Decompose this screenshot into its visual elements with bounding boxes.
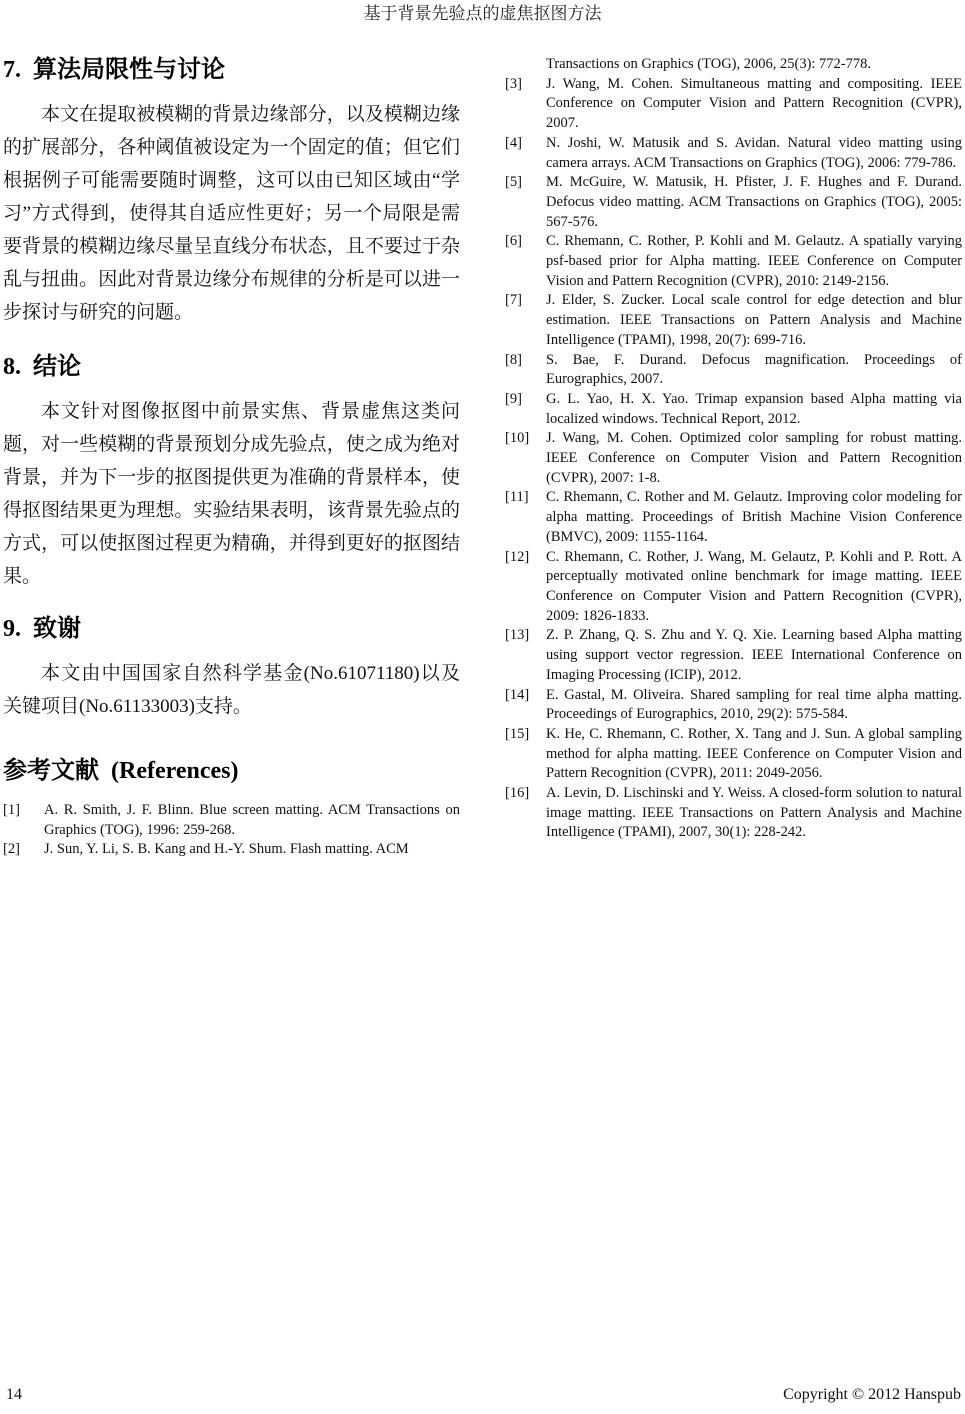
reference-number: [10]: [505, 430, 530, 447]
reference-item-8: [505, 351, 962, 390]
reference-text: A. R. Smith, J. F. Blinn. Blue screen matting. ACM Transactions on Graphics (TOG), 1996: 259-268.: [44, 802, 460, 838]
reference-number: [2]: [3, 841, 20, 858]
reference-number: [5]: [505, 174, 522, 191]
reference-item-3: [505, 75, 962, 134]
reference-text: J. Elder, S. Zucker. Local scale control for edge detection and blur estimation. IEEE Transactions on Pattern Analysis and Machine Intelligence (TPAMI), 1998, 20(7): 699-716.: [546, 292, 962, 348]
reference-number: [15]: [505, 725, 530, 742]
reference-number: [6]: [505, 233, 522, 250]
page-number: 14: [6, 1386, 22, 1403]
references-list-right: [505, 75, 962, 843]
reference-item-5: [505, 173, 962, 232]
reference-item-4: [505, 134, 962, 173]
right-column: [505, 55, 962, 860]
reference-item-14: [505, 686, 962, 725]
reference-text: J. Wang, M. Cohen. Optimized color sampling for robust matting. IEEE Conference on Computer Vision and Pattern Recognition (CVPR), 2007: 1-8.: [546, 430, 962, 486]
reference-text: C. Rhemann, C. Rother, P. Kohli and M. Gelautz. A spatially varying psf-based prior for Alpha matting. IEEE Conference on Computer Vision and Pattern Recognition (CVPR), 2010: 2149-2156.: [546, 233, 962, 289]
reference-item-16: [505, 784, 962, 843]
reference-item-13: [505, 626, 962, 685]
reference-text: J. Sun, Y. Li, S. B. Kang and H.-Y. Shum. Flash matting. ACM: [44, 841, 409, 858]
two-column-layout: [3, 55, 962, 860]
reference-text: G. L. Yao, H. X. Yao. Trimap expansion based Alpha matting via localized windows. Technical Report, 2012.: [546, 390, 962, 427]
reference-item-9: [505, 390, 962, 429]
reference-number: [7]: [505, 292, 522, 309]
reference-text: Z. P. Zhang, Q. S. Zhu and Y. Q. Xie. Learning based Alpha matting using support vector regression. IEEE International Conference on Imaging Processing (ICIP), 2012.: [546, 627, 962, 683]
reference-text: A. Levin, D. Lischinski and Y. Weiss. A closed-form solution to natural image matting. IEEE Transactions on Pattern Analysis and Machine Intelligence (TPAMI), 2007, 30(1): 228-242.: [546, 785, 962, 841]
reference-text: C. Rhemann, C. Rother, J. Wang, M. Gelautz, P. Kohli and P. Rott. A perceptually motivated online benchmark for image matting. IEEE Conference on Computer Vision and Pattern Recognition (CVPR), 2009: 1826-1833.: [546, 548, 962, 624]
left-column: [3, 55, 460, 860]
reference-number: [14]: [505, 686, 530, 703]
section-heading-9: 9. 致谢: [3, 616, 81, 642]
reference-2-continuation: Transactions on Graphics (TOG), 2006, 25(3): 772-778.: [546, 56, 872, 72]
reference-text: N. Joshi, W. Matusik and S. Avidan. Natural video matting using camera arrays. ACM Transactions on Graphics (TOG), 2006: 779-786.: [546, 134, 962, 171]
reference-item-10: [505, 429, 962, 488]
reference-text: M. McGuire, W. Matusik, H. Pfister, J. F. Hughes and F. Durand. Defocus video matting. ACM Transactions on Graphics (TOG), 2005: 567-576.: [546, 174, 962, 230]
reference-number: [12]: [505, 548, 530, 565]
reference-number: [8]: [505, 351, 522, 368]
reference-item-7: [505, 291, 962, 350]
section-heading-7: 7. 算法局限性与讨论: [3, 57, 225, 83]
reference-text: E. Gastal, M. Oliveira. Shared sampling for real time alpha matting. Proceedings of Eurographics, 2010, 29(2): 575-584.: [546, 686, 962, 723]
reference-number: [13]: [505, 627, 530, 644]
section-7-paragraph: 本文在提取被模糊的背景边缘部分，以及模糊边缘的扩展部分，各种阈值被设定为一个固定的值；但它们根据例子可能需要随时调整，这可以由已知区域由“学习”方式得到，使得其自适应性更好；另一个局限是需要背景的模糊边缘尽量呈直线分布状态，且不要过于杂乱与扭曲。因此对背景边缘分布规律的分析是可以进一步探讨与研究的问题。: [3, 104, 460, 323]
running-header-title: 基于背景先验点的虚焦抠图方法: [363, 4, 602, 23]
section-heading-8: 8. 结论: [3, 354, 81, 380]
reference-item-11: [505, 488, 962, 547]
reference-number: [1]: [3, 802, 20, 818]
reference-item-12: [505, 548, 962, 627]
reference-text: K. He, C. Rhemann, C. Rother, X. Tang and J. Sun. A global sampling method for alpha matting. IEEE Conference on Computer Vision and Pattern Recognition (CVPR), 2011: 2049-2056.: [546, 725, 962, 782]
reference-number: [16]: [505, 785, 530, 802]
reference-number: [11]: [505, 489, 529, 506]
reference-text: S. Bae, F. Durand. Defocus magnification. Proceedings of Eurographics, 2007.: [546, 351, 962, 388]
copyright-notice: Copyright © 2012 Hanspub: [783, 1386, 961, 1403]
references-list-left: [3, 801, 460, 860]
reference-number: [3]: [505, 75, 522, 92]
reference-number: [9]: [505, 390, 522, 407]
section-8-paragraph: 本文针对图像抠图中前景实焦、背景虚焦这类问题，对一些模糊的背景预划分成先验点，使之成为绝对背景，并为下一步的抠图提供更为准确的背景样本，使得抠图结果更为理想。实验结果表明，该背景先验点的方式，可以使抠图过程更为精确，并得到更好的抠图结果。: [3, 401, 460, 587]
reference-item-1: [3, 801, 460, 840]
reference-item-2: [3, 840, 460, 860]
reference-text: C. Rhemann, C. Rother and M. Gelautz. Improving color modeling for alpha matting. Proceedings of British Machine Vision Conference (BMVC), 2009: 1155-1164.: [546, 489, 962, 545]
references-heading: 参考文献 (References): [3, 758, 239, 784]
reference-item-15: [505, 725, 962, 784]
section-9-paragraph: 本文由中国国家自然科学基金(No.61071180)以及关键项目(No.61133003)支持。: [3, 663, 460, 717]
reference-item-6: [505, 232, 962, 291]
reference-text: J. Wang, M. Cohen. Simultaneous matting and compositing. IEEE Conference on Computer Vision and Pattern Recognition (CVPR), 2007.: [546, 75, 962, 132]
reference-number: [4]: [505, 134, 522, 151]
